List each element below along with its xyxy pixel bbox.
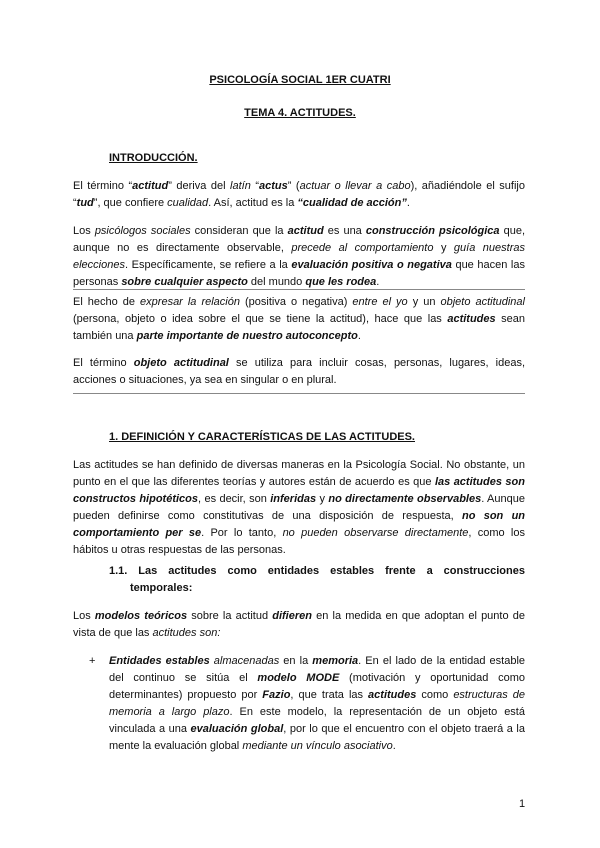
intro-p3-line3: también una parte importante de nuestro autoconcepto. bbox=[73, 330, 361, 342]
section1-p1-line3: constructos hipotéticos, es decir, son inferidas y no directamente observables. Aunque bbox=[73, 493, 525, 505]
intro-p2-line2: aunque no es directamente observable, precede al comportamiento y guía nuestras bbox=[73, 242, 525, 254]
bullet-marker: + bbox=[89, 655, 96, 667]
topic-title: TEMA 4. ACTITUDES. bbox=[244, 107, 356, 119]
bullet-line3: determinantes) propuesto por Fazio, que trata las actitudes como estructuras de bbox=[109, 689, 525, 701]
section1-p2-line1: Los modelos teóricos sobre la actitud difieren en la medida en que adoptan el punto de bbox=[73, 610, 525, 622]
bullet-line1: Entidades estables almacenadas en la memoria. En el lado de la entidad estable bbox=[109, 655, 526, 667]
bullet-line4: memoria a largo plazo. En este modelo, la representación de un objeto está bbox=[109, 706, 525, 718]
intro-p2-line4: personas sobre cualquier aspecto del mundo que les rodea. bbox=[73, 276, 380, 288]
page-number: 1 bbox=[519, 798, 526, 810]
bullet-line5: vinculada a una evaluación global, por lo que el encuentro con el objeto traerá a la bbox=[109, 723, 525, 735]
intro-p4-line2: acciones o situaciones, ya sea en singular o en plural. bbox=[73, 374, 337, 386]
section1-p1-line1: Las actitudes se han definido de diversas maneras en la Psicología Social. No obstante, un bbox=[73, 459, 525, 471]
divider-line bbox=[73, 393, 525, 394]
subsection-heading-line1: 1.1. Las actitudes como entidades estables frente a construcciones bbox=[109, 565, 525, 577]
section1-p1-line4: pueden definirse como constitutivas de una disposición de respuesta, no son un bbox=[73, 510, 526, 522]
divider-line bbox=[73, 289, 525, 290]
section1-p2-line2: vista de que las actitudes son: bbox=[73, 627, 221, 639]
intro-p2-line3: elecciones. Específicamente, se refiere a la evaluación positiva o negativa que hacen las bbox=[73, 259, 525, 271]
intro-heading: INTRODUCCIÓN. bbox=[109, 152, 198, 164]
intro-p2-line1: Los psicólogos sociales consideran que la actitud es una construcción psicológica que, bbox=[73, 225, 526, 237]
section1-p1-line2: punto en el que las diferentes teorías y autores están de acuerdo es que las actitudes son bbox=[73, 476, 525, 488]
bullet-line2: del continuo se sitúa el modelo MODE (motivación y oportunidad como bbox=[109, 672, 526, 684]
intro-p3-line2: (persona, objeto o idea sobre el que se tiene la actitud), hace que las actitudes sean bbox=[73, 313, 525, 325]
section1-p1-line6: hábitos u otras respuestas de las personas. bbox=[73, 544, 286, 556]
section-heading: 1. DEFINICIÓN Y CARACTERÍSTICAS DE LAS ACTITUDES. bbox=[109, 431, 415, 443]
intro-p1-line1: El término “actitud” deriva del latín “actus” (actuar o llevar a cabo), añadiéndole el sufijo bbox=[73, 180, 525, 192]
section1-p1-line5: comportamiento per se. Por lo tanto, no pueden observarse directamente, como los bbox=[73, 527, 525, 539]
bullet-line6: mente la evaluación global mediante un vínculo asociativo. bbox=[109, 740, 396, 752]
intro-p1-line2: “tud”, que confiere cualidad. Así, actitud es la “cualidad de acción”. bbox=[73, 197, 410, 209]
subsection-heading-line2: temporales: bbox=[130, 582, 193, 594]
intro-p4-line1: El término objeto actitudinal se utiliza para incluir cosas, personas, lugares, ideas, bbox=[73, 357, 525, 369]
intro-p3-line1: El hecho de expresar la relación (positiva o negativa) entre el yo y un objeto actitudinal bbox=[73, 296, 525, 308]
course-title: PSICOLOGÍA SOCIAL 1ER CUATRI bbox=[209, 74, 391, 86]
